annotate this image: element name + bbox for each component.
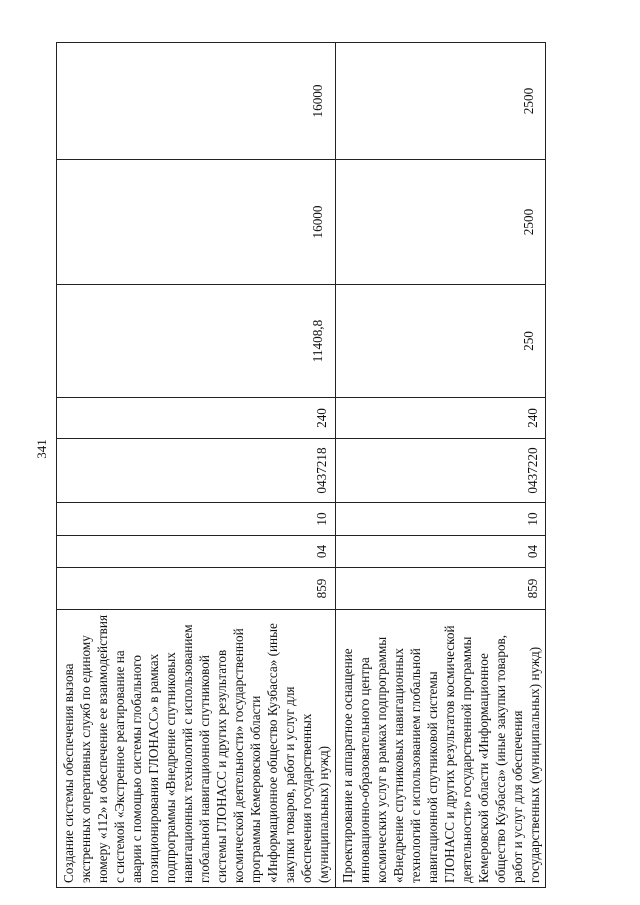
amount-col3: 2500 bbox=[335, 43, 545, 160]
target-article-code: 0437220 bbox=[335, 439, 545, 503]
section-code: 04 bbox=[57, 536, 336, 568]
amount-col2: 16000 bbox=[57, 160, 336, 285]
section-code: 04 bbox=[335, 536, 545, 568]
table-row bbox=[335, 43, 545, 888]
expense-type-code: 240 bbox=[335, 398, 545, 439]
subsection-code: 10 bbox=[335, 503, 545, 536]
ministry-code: 859 bbox=[335, 568, 545, 610]
row-description: Проектирование и аппаратное оснащение инновационно-образовательного центра космических услуг в рамках подпрограммы «Внедрение спутниковых навигационных технологий с использованием глобальной навигационной спутниковой системы ГЛОНАСС и других результатов космической деятельности» государственной программы Кемеровской области «Информационное общество Кузбасса» (иные закупки товаров, работ и услуг для обеспечения государственных (муниципальных) нужд) bbox=[335, 610, 545, 888]
budget-table-container bbox=[56, 43, 542, 888]
amount-col3: 16000 bbox=[57, 43, 336, 160]
expense-type-code: 240 bbox=[57, 398, 336, 439]
amount-col1: 11408,8 bbox=[57, 285, 336, 398]
row-description: Создание системы обеспечения вызова экстренных оперативных служб по единому номеру «112» и обеспечение ее взаимодействия с системой «Экстренное реагирование на аварии с помощью системы глобального позиционирования ГЛОНАСС» в рамках подпрограммы «Внедрение спутниковых навигационных технологий с использованием глобальной навигационной спутниковой системы ГЛОНАСС и других результатов космической деятельности» государственной программы Кемеровской области «Информационное общество Кузбасса» (иные закупки товаров, работ и услуг для обеспечения государственных (муниципальных) нужд) bbox=[57, 610, 336, 888]
page-number: 341 bbox=[34, 439, 49, 459]
target-article-code: 0437218 bbox=[57, 439, 336, 503]
amount-col2: 2500 bbox=[335, 160, 545, 285]
amount-col1: 250 bbox=[335, 285, 545, 398]
table-row bbox=[57, 43, 336, 888]
subsection-code: 10 bbox=[57, 503, 336, 536]
budget-table bbox=[56, 42, 546, 888]
ministry-code: 859 bbox=[57, 568, 336, 610]
